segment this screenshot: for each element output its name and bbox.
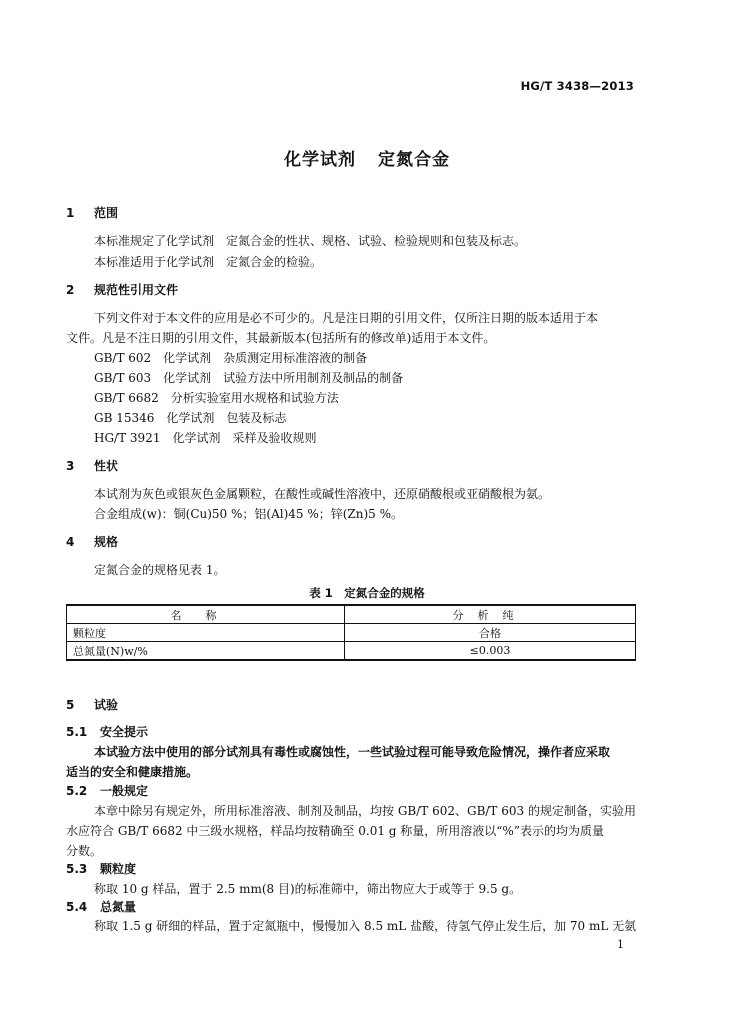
document-title (0, 145, 734, 170)
section-1-paragraph-2: 本标准适用于化学试剂 定氮合金的检验。 (94, 255, 323, 269)
section-4-paragraph-1: 定氮合金的规格见表 1。 (94, 563, 226, 577)
table-row (67, 642, 636, 661)
particle-size-paragraph: 称取 10 g 样品，置于 2.5 mm(8 目)的标准筛中，筛出物应大于或等于 9.5 g。 (94, 882, 522, 896)
subsection-number: 5.2 (66, 784, 88, 798)
table-caption: 表 1 定氮合金的规格 (309, 586, 425, 600)
subsection-number: 5.4 (66, 900, 88, 914)
reference-item: GB/T 603 化学试剂 试验方法中所用制剂及制品的制备 (94, 371, 404, 385)
reference-item: GB 15346 化学试剂 包装及标志 (94, 411, 287, 425)
column-header-name: 名称 (67, 605, 345, 624)
subsection-5-3-heading (66, 861, 636, 877)
general-rules-line-3: 分数。 (66, 844, 103, 858)
subsection-number: 5.1 (66, 725, 88, 739)
page-number: 1 (617, 938, 624, 951)
subsection-5-1-heading (66, 724, 636, 740)
general-rules-line-1: 本章中除另有规定外，所用标准溶液、制剂及制品，均按 GB/T 602、GB/T 603 的规定制备，实验用 (94, 804, 636, 818)
subsection-number: 5.3 (66, 862, 88, 876)
section-2-heading (66, 282, 636, 298)
section-1-heading (66, 205, 636, 221)
subsection-title: 颗粒度 (100, 862, 137, 876)
section-title: 范围 (94, 206, 119, 220)
reference-item: GB/T 6682 分析实验室用水规格和试验方法 (94, 391, 339, 405)
reference-item: HG/T 3921 化学试剂 采样及验收规则 (94, 431, 317, 445)
table-cell-value: 合格 (345, 624, 636, 642)
table-header-row (67, 605, 636, 624)
table-cell-value: ≤0.003 (345, 642, 636, 661)
section-5-heading (66, 697, 636, 713)
section-title: 规范性引用文件 (94, 283, 179, 297)
safety-note-line-2: 适当的安全和健康措施。 (66, 765, 199, 779)
section-1-paragraph-1: 本标准规定了化学试剂 定氮合金的性状、规格、试验、检验规则和包装及标志。 (94, 234, 527, 248)
column-header-grade: 分析纯 (345, 605, 636, 624)
section-title: 性状 (94, 459, 119, 473)
section-number: 4 (66, 535, 75, 549)
subsection-title: 一般规定 (100, 784, 149, 798)
table-cell-name: 总氮量(N)w/% (67, 642, 345, 661)
subsection-title: 安全提示 (100, 725, 149, 739)
subsection-title: 总氮量 (100, 900, 137, 914)
section-number: 2 (66, 283, 75, 297)
subsection-5-4-heading (66, 899, 636, 915)
standard-number: HG/T 3438—2013 (520, 79, 634, 93)
section-3-heading (66, 458, 636, 474)
table-row (67, 624, 636, 642)
title-part-2: 定氮合金 (378, 150, 450, 170)
reference-item: GB/T 602 化学试剂 杂质测定用标准溶液的制备 (94, 351, 368, 365)
section-title: 试验 (94, 698, 119, 712)
section-number: 3 (66, 459, 75, 473)
section-number: 5 (66, 698, 75, 712)
section-2-paragraph-line-2: 文件。凡是不注日期的引用文件，其最新版本(包括所有的修改单)适用于本文件。 (66, 331, 496, 345)
general-rules-line-2: 水应符合 GB/T 6682 中三级水规格，样品均按精确至 0.01 g 称量，所用溶液以“%”表示的均为质量 (66, 824, 604, 838)
subsection-5-2-heading (66, 783, 636, 799)
table-cell-name: 颗粒度 (67, 624, 345, 642)
title-part-1: 化学试剂 (284, 150, 356, 170)
total-nitrogen-paragraph: 称取 1.5 g 研细的样品，置于定氮瓶中，慢慢加入 8.5 mL 盐酸，待氢气停止发生后，加 70 mL 无氨 (94, 919, 637, 933)
section-number: 1 (66, 206, 75, 220)
section-4-heading (66, 534, 636, 550)
specification-table (66, 604, 636, 661)
safety-note-line-1: 本试验方法中使用的部分试剂具有毒性或腐蚀性，一些试验过程可能导致危险情况，操作者应采取 (94, 745, 611, 759)
section-3-paragraph-1: 本试剂为灰色或银灰色金属颗粒，在酸性或碱性溶液中，还原硝酸根或亚硝酸根为氨。 (94, 487, 551, 501)
section-3-paragraph-2: 合金组成(w)：铜(Cu)50 %；铝(Al)45 %；锌(Zn)5 %。 (94, 507, 404, 521)
section-title: 规格 (94, 535, 119, 549)
section-2-paragraph-line-1: 下列文件对于本文件的应用是必不可少的。凡是注日期的引用文件，仅所注日期的版本适用于本 (94, 311, 599, 325)
